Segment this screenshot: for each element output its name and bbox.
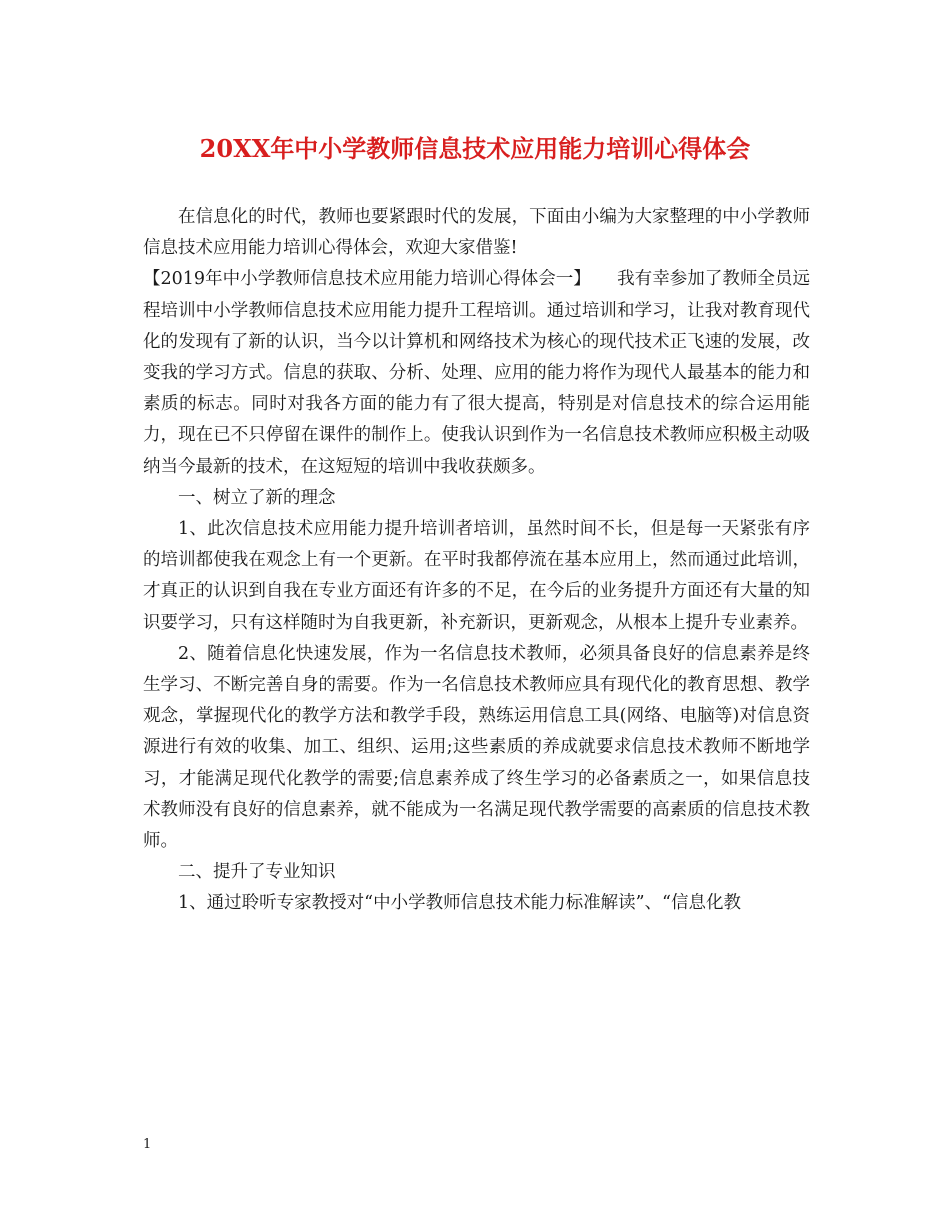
document-body <box>143 202 810 920</box>
heading-professional-knowledge: 二、提升了专业知识 <box>178 862 336 883</box>
point-three-paragraph: 1、通过聆听专家教授对“中小学教师信息技术能力标准解读”、“信息化教 <box>178 893 741 914</box>
point-two-paragraph: 2、随着信息化快速发展，作为一名信息技术教师，必须具备良好的信息素养是终生学习、不断完善自身的需要。作为一名信息技术教师应具有现代化的教育思想、教学观念，掌握现代化的教学方法和教学手段，熟练运用信息工具(网络、电脑等)对信息资源进行有效的收集、加工、组织、运用;这些素质的养成就要求信息技术教师不断地学习，才能满足现代化教学的需要;信息素养成了终生学习的必备素质之一，如果信息技术教师没有良好的信息素养，就不能成为一名满足现代教学需要的高素质的信息技术教师。 <box>143 643 810 852</box>
section-one-paragraph: 【2019年中小学教师信息技术应用能力培训心得体会一】 我有幸参加了教师全员远程培训中小学教师信息技术应用能力提升工程培训。通过培训和学习，让我对教育现代化的发现有了新的认识，当今以计算机和网络技术为核心的现代技术正飞速的发展，改变我的学习方式。信息的获取、分析、处理、应用的能力将作为现代人最基本的能力和素质的标志。同时对我各方面的能力有了很大提高，特别是对信息技术的综合运用能力，现在已不只停留在课件的制作上。使我认识到作为一名信息技术教师应积极主动吸纳当今最新的技术，在这短短的培训中我收获颇多。 <box>143 269 810 477</box>
page-number: 1 <box>143 1137 152 1152</box>
document-title: 20XX年中小学教师信息技术应用能力培训心得体会 <box>199 134 751 163</box>
intro-paragraph: 在信息化的时代，教师也要紧跟时代的发展，下面由小编为大家整理的中小学教师信息技术应用能力培训心得体会，欢迎大家借鉴! <box>143 207 810 259</box>
point-one-paragraph: 1、此次信息技术应用能力提升培训者培训，虽然时间不长，但是每一天紧张有序的培训都使我在观念上有一个更新。在平时我都停流在基本应用上，然而通过此培训，才真正的认识到自我在专业方面还有许多的不足，在今后的业务提升方面还有大量的知识要学习，只有这样随时为自我更新，补充新识，更新观念，从根本上提升专业素养。 <box>143 519 810 633</box>
heading-new-concept: 一、树立了新的理念 <box>178 487 336 508</box>
